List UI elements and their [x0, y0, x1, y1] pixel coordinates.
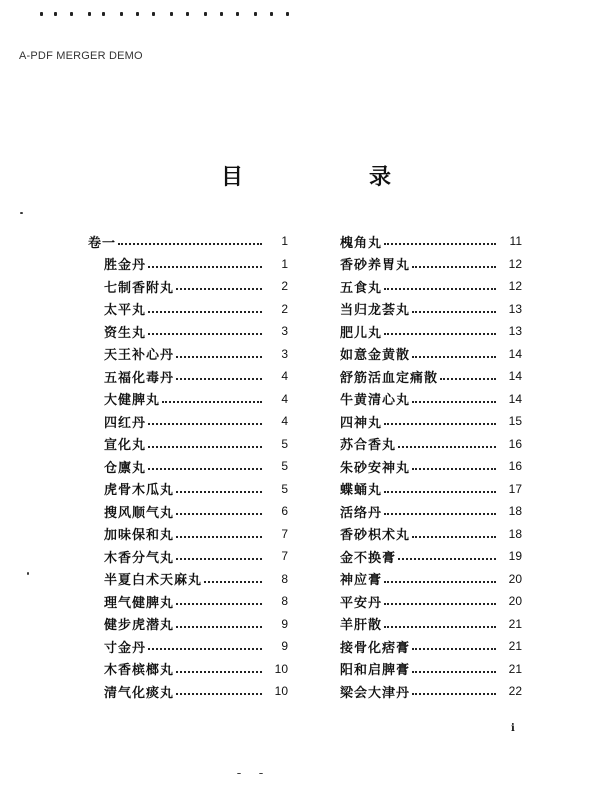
toc-entry-page: 7	[281, 549, 288, 564]
toc-entry	[88, 455, 288, 478]
toc-entry-page: 15	[508, 414, 522, 429]
toc-entry-title: 朱砂安神丸	[340, 460, 411, 476]
dot-leader	[384, 331, 496, 335]
dot-leader	[398, 556, 496, 560]
toc-entry-page: 10	[274, 684, 288, 699]
toc-entry-title: 梁会大津丹	[340, 685, 411, 701]
toc-entry	[88, 298, 288, 321]
toc-entry-title: 天王补心丹	[104, 348, 175, 364]
dot-leader	[384, 624, 496, 628]
toc-entry	[88, 343, 288, 366]
toc-entry-title: 槐角丸	[340, 235, 383, 251]
dot-leader	[148, 421, 262, 425]
toc-entry-page: 21	[508, 639, 522, 654]
toc-entry	[88, 658, 288, 681]
toc-entry-page: 13	[508, 324, 522, 339]
toc-entry-title: 四红丹	[104, 415, 147, 431]
toc-entry	[340, 230, 522, 253]
dot-leader	[412, 264, 496, 268]
toc-entry-title: 宣化丸	[104, 438, 147, 454]
toc-entry-page: 5	[281, 436, 288, 451]
toc-entry-page: 9	[281, 616, 288, 631]
toc-entry	[340, 478, 522, 501]
toc-entry	[340, 545, 522, 568]
toc-entry-page: 4	[281, 369, 288, 384]
toc-entry	[88, 568, 288, 591]
toc-entry	[340, 613, 522, 636]
dot-leader	[176, 669, 262, 673]
toc-entry-title: 舒筋活血定痛散	[340, 370, 439, 386]
toc-entry-title: 仓廪丸	[104, 460, 147, 476]
toc-entry	[88, 320, 288, 343]
toc-entry-page: 12	[508, 279, 522, 294]
toc-entry-title: 健步虎潜丸	[104, 618, 175, 634]
toc-entry-page: 9	[281, 639, 288, 654]
toc-entry-title: 资生丸	[104, 325, 147, 341]
dot-leader	[412, 534, 496, 538]
toc-entry	[340, 500, 522, 523]
toc-entry-title: 加味保和丸	[104, 528, 175, 544]
dot-leader	[176, 286, 262, 290]
scan-speck	[20, 212, 23, 214]
dot-leader	[384, 511, 496, 515]
toc-entry-title: 羊肝散	[340, 618, 383, 634]
toc-entry-page: 14	[508, 369, 522, 384]
dot-leader	[176, 601, 262, 605]
toc-entry	[88, 680, 288, 703]
toc-entry-title: 蝶蛹丸	[340, 483, 383, 499]
toc-entry-page: 20	[508, 571, 522, 586]
toc-entry-page: 8	[281, 571, 288, 586]
toc-entry-title: 木香槟榔丸	[104, 663, 175, 679]
dot-leader	[412, 466, 496, 470]
scan-speck	[237, 773, 241, 774]
toc-entry-page: 14	[508, 346, 522, 361]
toc-entry	[88, 365, 288, 388]
dot-leader	[384, 421, 496, 425]
dot-leader	[176, 556, 262, 560]
dot-leader	[176, 691, 262, 695]
dot-leader	[176, 376, 262, 380]
dot-leader	[148, 646, 262, 650]
toc-entry	[88, 275, 288, 298]
dot-leader	[412, 354, 496, 358]
toc-entry-page: 8	[281, 594, 288, 609]
toc-entry	[340, 523, 522, 546]
toc-entry-title: 当归龙荟丸	[340, 303, 411, 319]
toc-entry	[88, 523, 288, 546]
toc-entry	[88, 545, 288, 568]
toc-entry	[88, 613, 288, 636]
toc-entry	[340, 275, 522, 298]
toc-entry	[340, 253, 522, 276]
dot-leader	[412, 399, 496, 403]
toc-entry-title: 牛黄清心丸	[340, 393, 411, 409]
page-number: i	[511, 723, 515, 734]
toc-entry-page: 13	[508, 301, 522, 316]
toc-entry-page: 11	[509, 234, 522, 249]
toc-entry-title: 七制香附丸	[104, 280, 175, 296]
toc-entry	[340, 590, 522, 613]
toc-entry	[88, 590, 288, 613]
toc-entry	[340, 455, 522, 478]
toc-entry-title: 阳和启脾膏	[340, 663, 411, 679]
toc-entry-title: 寸金丹	[104, 640, 147, 656]
toc-entry-page: 2	[281, 279, 288, 294]
dot-leader	[148, 309, 262, 313]
toc-column-right	[340, 230, 522, 703]
dot-leader	[176, 354, 262, 358]
dot-leader	[162, 399, 262, 403]
toc-column-left	[88, 230, 288, 703]
toc-entry-title: 肥儿丸	[340, 325, 383, 341]
dot-leader	[176, 489, 262, 493]
dot-leader	[176, 511, 262, 515]
toc-entry-page: 1	[281, 234, 288, 249]
scan-artifact	[40, 12, 300, 18]
toc-entry-title: 太平丸	[104, 303, 147, 319]
toc-entry-page: 21	[508, 616, 522, 631]
dot-leader	[384, 286, 496, 290]
toc-entry-page: 16	[508, 436, 522, 451]
toc-entry-page: 20	[508, 594, 522, 609]
toc-entry-title: 搜风顺气丸	[104, 505, 175, 521]
toc-entry	[340, 365, 522, 388]
toc-entry-page: 2	[281, 301, 288, 316]
toc-entry-title: 活络丹	[340, 505, 383, 521]
toc-entry-title: 五福化毒丹	[104, 370, 175, 386]
dot-leader	[176, 624, 262, 628]
toc-entry-page: 5	[281, 481, 288, 496]
toc-entry-page: 3	[281, 324, 288, 339]
toc-entry-title: 大健脾丸	[104, 393, 161, 409]
toc-entry	[88, 635, 288, 658]
toc-entry-title: 虎骨木瓜丸	[104, 483, 175, 499]
toc-entry-title: 四神丸	[340, 415, 383, 431]
toc-entry-page: 5	[281, 459, 288, 474]
toc-entry	[340, 388, 522, 411]
toc-entry-page: 1	[281, 256, 288, 271]
toc-entry-title: 半夏白术天麻丸	[104, 573, 203, 589]
toc-entry-title: 卷一	[88, 235, 117, 251]
toc-entry	[340, 410, 522, 433]
dot-leader	[398, 444, 496, 448]
dot-leader	[412, 669, 496, 673]
toc-entry-page: 7	[281, 526, 288, 541]
toc-entry	[340, 343, 522, 366]
scan-speck	[259, 773, 263, 774]
toc-entry-title: 清气化痰丸	[104, 685, 175, 701]
toc-entry-page: 17	[508, 481, 522, 496]
toc-entry	[340, 680, 522, 703]
toc-entry-page: 14	[508, 391, 522, 406]
toc-entry-title: 香砂枳术丸	[340, 528, 411, 544]
toc-entry	[88, 433, 288, 456]
toc-entry-page: 19	[508, 549, 522, 564]
page-title: 目 录	[220, 164, 443, 190]
dot-leader	[384, 489, 496, 493]
dot-leader	[118, 241, 262, 245]
toc-entry	[88, 410, 288, 433]
dot-leader	[148, 466, 262, 470]
toc-entry-title: 理气健脾丸	[104, 595, 175, 611]
dot-leader	[148, 444, 262, 448]
toc-entry-page: 3	[281, 346, 288, 361]
toc-entry-title: 香砂养胃丸	[340, 258, 411, 274]
dot-leader	[412, 646, 496, 650]
toc-entry	[88, 388, 288, 411]
toc-entry-title: 五食丸	[340, 280, 383, 296]
dot-leader	[440, 376, 496, 380]
toc-entry-title: 神应膏	[340, 573, 383, 589]
scan-speck	[27, 572, 29, 575]
toc-entry-page: 4	[281, 391, 288, 406]
toc-entry-page: 18	[508, 504, 522, 519]
toc-entry	[88, 478, 288, 501]
dot-leader	[384, 601, 496, 605]
toc-entry-page: 16	[508, 459, 522, 474]
toc-entry	[88, 253, 288, 276]
toc-entry-title: 如意金黄散	[340, 348, 411, 364]
toc-entry	[340, 298, 522, 321]
watermark-text: A-PDF MERGER DEMO	[19, 50, 143, 62]
dot-leader	[176, 534, 262, 538]
dot-leader	[148, 264, 262, 268]
toc-entry	[340, 568, 522, 591]
dot-leader	[384, 579, 496, 583]
dot-leader	[412, 691, 496, 695]
dot-leader	[412, 309, 496, 313]
toc-volume-heading	[88, 230, 288, 253]
toc-entry-page: 21	[508, 661, 522, 676]
toc-entry	[340, 320, 522, 343]
toc-entry-title: 平安丹	[340, 595, 383, 611]
toc-entry-page: 6	[281, 504, 288, 519]
toc-entry-page: 22	[508, 684, 522, 699]
toc-entry-title: 木香分气丸	[104, 550, 175, 566]
toc-entry-page: 12	[508, 256, 522, 271]
toc-entry-page: 18	[508, 526, 522, 541]
toc-entry-title: 接骨化痞膏	[340, 640, 411, 656]
toc-entry-title: 金不换膏	[340, 550, 397, 566]
dot-leader	[384, 241, 496, 245]
toc-entry	[88, 500, 288, 523]
toc-entry	[340, 658, 522, 681]
toc-entry	[340, 635, 522, 658]
dot-leader	[148, 331, 262, 335]
toc-entry-title: 苏合香丸	[340, 438, 397, 454]
dot-leader	[204, 579, 262, 583]
toc-entry-page: 10	[274, 661, 288, 676]
toc-entry-title: 胜金丹	[104, 258, 147, 274]
toc-entry-page: 4	[281, 414, 288, 429]
toc-entry	[340, 433, 522, 456]
